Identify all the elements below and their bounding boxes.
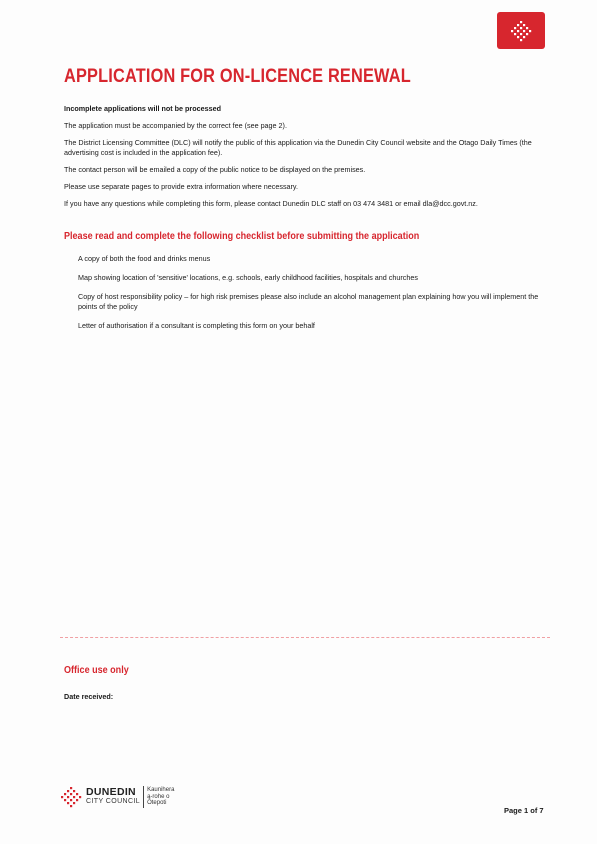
footer-maori-line2: a-rohe o	[147, 793, 170, 800]
dcc-footer-logo-icon	[60, 786, 82, 808]
intro-fee-note: The application must be accompanied by the correct fee (see page 2).	[64, 121, 287, 130]
date-received-label: Date received:	[64, 692, 114, 701]
intro-notification-note: The District Licensing Committee (DLC) will notify the public of this application via the Dunedin City Council website and the Otago Daily Times (the advertising cost is included in the application fee).	[64, 138, 532, 157]
dcc-logo-icon	[510, 20, 532, 42]
footer-logo	[60, 786, 174, 808]
footer-maori-line1: Kaunihera	[147, 787, 175, 794]
footer-maori-line3: Ōtepoti	[147, 800, 167, 807]
intro-section	[64, 104, 544, 216]
footer-logo-separator	[143, 786, 144, 808]
page-title: APPLICATION FOR ON-LICENCE RENEWAL	[64, 66, 411, 87]
footer-maori-name	[147, 787, 174, 807]
checklist	[78, 254, 548, 340]
intro-separate-pages-note: Please use separate pages to provide extra information where necessary.	[64, 182, 298, 191]
checklist-item-map: Map showing location of 'sensitive' locations, e.g. schools, early childhood facilities, hospitals and churches	[78, 273, 418, 282]
intro-contact-note: If you have any questions while completing this form, please contact Dunedin DLC staff on 03 474 3481 or email dla@dcc.govt.nz.	[64, 199, 478, 208]
office-use-heading: Office use only	[64, 664, 129, 676]
intro-warning: Incomplete applications will not be processed	[64, 104, 221, 113]
checklist-heading: Please read and complete the following checklist before submitting the application	[64, 230, 420, 242]
footer-council-name	[86, 787, 140, 807]
footer-logo-line1: DUNEDIN	[86, 786, 136, 798]
page-number: Page 1 of 7	[504, 806, 544, 815]
checklist-item-authorisation: Letter of authorisation if a consultant is completing this form on your behalf	[78, 321, 315, 330]
dcc-logo-badge	[497, 12, 545, 49]
footer-logo-line2: CITY COUNCIL	[86, 798, 141, 805]
intro-public-notice-note: The contact person will be emailed a copy of the public notice to be displayed on the premises.	[64, 165, 366, 174]
checklist-item-host-policy: Copy of host responsibility policy – for high risk premises please also include an alcohol management plan explaining how you will implement the points of the policy	[78, 292, 539, 311]
checklist-item-menus: A copy of both the food and drinks menus	[78, 254, 211, 263]
office-divider	[60, 637, 550, 638]
